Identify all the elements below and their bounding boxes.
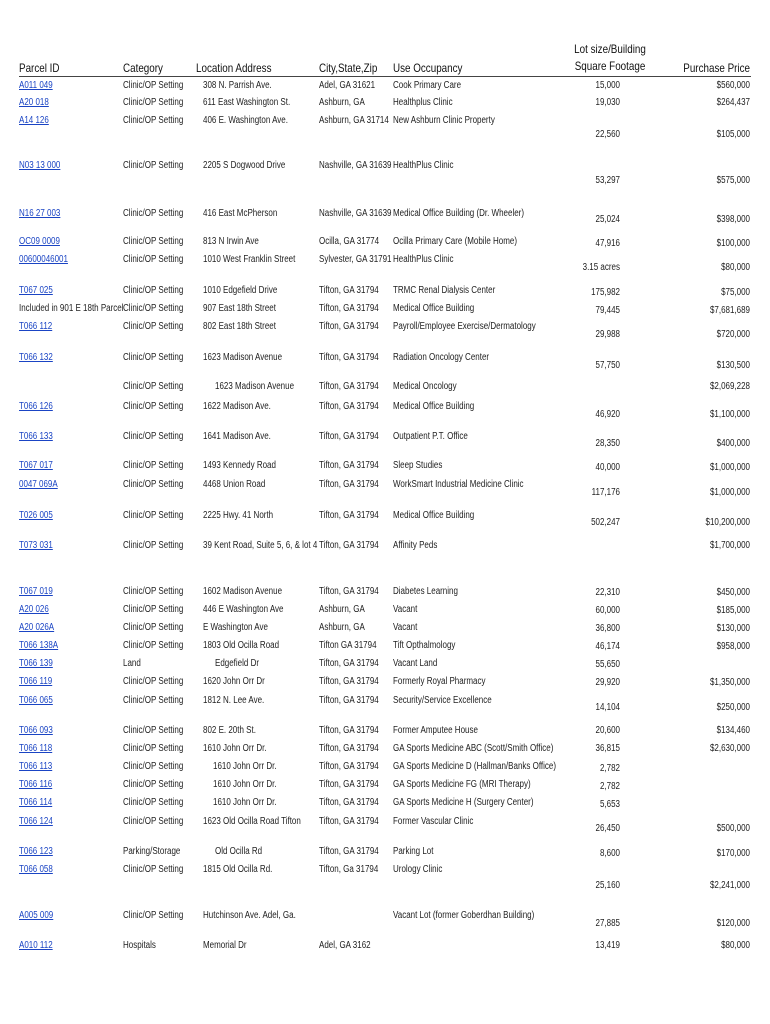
purchase-price-cell: $185,000 [716,605,750,616]
parcel-id-cell[interactable]: T066 133 [19,431,53,442]
address-cell: 907 East 18th Street [203,303,276,314]
parcel-id-cell[interactable]: N16 27 003 [19,208,61,219]
use-occupancy-cell: Vacant Land [393,658,438,669]
category-cell: Clinic/OP Setting [123,761,184,772]
address-cell: Memorial Dr [203,940,247,951]
city-cell: Tifton, GA 31794 [319,401,379,412]
square-footage-cell: 25,160 [595,880,620,891]
address-cell: Hutchinson Ave. Adel, Ga. [203,910,296,921]
use-occupancy-cell: Vacant [393,622,418,633]
use-occupancy-cell: Ocilla Primary Care (Mobile Home) [393,236,518,247]
city-cell: Tifton, GA 31794 [319,695,379,706]
parcel-id-cell[interactable]: T026 005 [19,510,53,521]
city-cell: Tifton, GA 31794 [319,743,379,754]
use-occupancy-cell: Affinity Peds [393,540,438,551]
address-cell: 416 East McPherson [203,208,278,219]
parcel-id-cell[interactable]: T066 138A [19,640,59,651]
category-cell: Clinic/OP Setting [123,586,184,597]
header-category: Category [123,61,163,75]
address-cell: 1010 Edgefield Drive [203,285,278,296]
category-cell: Clinic/OP Setting [123,401,184,412]
address-cell: 2205 S Dogwood Drive [203,160,286,171]
category-cell: Clinic/OP Setting [123,864,184,875]
square-footage-cell: 40,000 [595,462,620,473]
purchase-price-cell: $10,200,000 [705,517,750,528]
address-cell: 1815 Old Ocilla Rd. [203,864,273,875]
purchase-price-cell: $1,000,000 [709,462,750,473]
purchase-price-cell: $958,000 [716,641,750,652]
category-cell: Clinic/OP Setting [123,254,184,265]
square-footage-cell: 22,310 [595,587,620,598]
square-footage-cell: 5,653 [599,799,620,810]
header-use-occupancy: Use Occupancy [393,61,463,75]
city-cell: Tifton, GA 31794 [319,479,379,490]
square-footage-cell: 55,650 [595,659,620,670]
category-cell: Clinic/OP Setting [123,779,184,790]
address-cell: 1493 Kennedy Road [203,460,276,471]
use-occupancy-cell: HealthPlus Clinic [393,254,454,265]
category-cell: Clinic/OP Setting [123,160,184,171]
purchase-price-cell: $1,350,000 [709,677,750,688]
square-footage-cell: 53,297 [595,175,620,186]
purchase-price-cell: $398,000 [716,214,750,225]
address-cell: 1610 John Orr Dr. [213,761,277,772]
city-cell: Ocilla, GA 31774 [319,236,380,247]
category-cell: Clinic/OP Setting [123,816,184,827]
square-footage-cell: 14,104 [595,702,620,713]
address-cell: 1010 West Franklin Street [203,254,296,265]
purchase-price-cell: $170,000 [716,848,750,859]
address-cell: 1803 Old Ocilla Road [203,640,280,651]
square-footage-cell: 47,916 [595,238,620,249]
parcel-id-cell[interactable]: T066 124 [19,816,53,827]
use-occupancy-cell: Vacant [393,604,418,615]
city-cell: Ashburn, GA [319,97,365,108]
category-cell: Land [123,658,141,669]
parcel-id-cell[interactable]: T066 118 [19,743,53,754]
square-footage-cell: 2,782 [599,763,620,774]
use-occupancy-cell: WorkSmart Industrial Medicine Clinic [393,479,524,490]
purchase-price-cell: $130,500 [716,360,750,371]
purchase-price-cell: $80,000 [721,940,750,951]
city-cell: Tifton, GA 31794 [319,460,379,471]
city-cell: Tifton, Ga 31794 [319,864,379,875]
use-occupancy-cell: Payroll/Employee Exercise/Dermatology [393,321,536,332]
address-cell: Edgefield Dr [215,658,260,669]
square-footage-cell: 27,885 [595,918,620,929]
square-footage-cell: 502,247 [591,517,620,528]
purchase-price-cell: $130,000 [716,623,750,634]
city-cell: Nashville, GA 31639 [319,208,392,219]
address-cell: 802 East 18th Street [203,321,276,332]
category-cell: Clinic/OP Setting [123,725,184,736]
address-cell: 446 E Washington Ave [203,604,284,615]
use-occupancy-cell: Outpatient P.T. Office [393,431,468,442]
purchase-price-cell: $2,630,000 [709,743,750,754]
parcel-id-cell[interactable]: T066 112 [19,321,53,332]
parcel-id-cell[interactable]: T066 123 [19,846,53,857]
city-cell: Tifton, GA 31794 [319,846,379,857]
use-occupancy-cell: GA Sports Medicine FG (MRI Therapy) [393,779,531,790]
city-cell: Tifton, GA 31794 [319,352,379,363]
category-cell: Clinic/OP Setting [123,540,184,551]
parcel-id-cell[interactable]: T066 065 [19,695,53,706]
use-occupancy-cell: Security/Service Excellence [393,695,492,706]
use-occupancy-cell: Formerly Royal Pharmacy [393,676,486,687]
city-cell: Tifton, GA 31794 [319,431,379,442]
address-cell: 2225 Hwy. 41 North [203,510,274,521]
address-cell: 802 E. 20th St. [203,725,256,736]
header-purchase-price: Purchase Price [683,61,750,75]
address-cell: 1620 John Orr Dr [203,676,265,687]
purchase-price-cell: $134,460 [716,725,750,736]
purchase-price-cell: $500,000 [716,823,750,834]
purchase-price-cell: $450,000 [716,587,750,598]
purchase-price-cell: $2,241,000 [709,880,750,891]
parcel-id-cell[interactable]: T066 119 [19,676,53,687]
square-footage-cell: 117,176 [591,487,620,498]
city-cell: Tifton, GA 31794 [319,658,379,669]
category-cell: Clinic/OP Setting [123,236,184,247]
use-occupancy-cell: Urology Clinic [393,864,443,875]
use-occupancy-cell: Tift Opthalmology [393,640,456,651]
category-cell: Clinic/OP Setting [123,743,184,754]
parcel-id-cell[interactable]: T066 139 [19,658,53,669]
city-cell: Tifton, GA 31794 [319,510,379,521]
city-cell: Ashburn, GA [319,622,365,633]
city-cell: Tifton, GA 31794 [319,381,379,392]
parcel-id-cell[interactable]: T066 093 [19,725,53,736]
header-city-state-zip: City,State,Zip [319,61,378,75]
square-footage-cell: 36,815 [595,743,620,754]
address-cell: 39 Kent Road, Suite 5, 6, & lot 4 [203,540,318,551]
category-cell: Clinic/OP Setting [123,460,184,471]
address-cell: 1812 N. Lee Ave. [203,695,265,706]
city-cell: Tifton, GA 31794 [319,676,379,687]
parcel-id-cell[interactable]: 0047 069A [19,479,58,490]
address-cell: 1623 Madison Avenue [203,352,283,363]
category-cell: Clinic/OP Setting [123,910,184,921]
parcel-id-cell[interactable]: A010 112 [19,940,53,951]
category-cell: Clinic/OP Setting [123,208,184,219]
use-occupancy-cell: Healthplus Clinic [393,97,453,108]
category-cell: Clinic/OP Setting [123,352,184,363]
parcel-id-cell[interactable]: A14 126 [19,115,49,126]
parcel-id-cell[interactable]: T066 058 [19,864,53,875]
address-cell: 406 E. Washington Ave. [203,115,288,126]
city-cell: Sylvester, GA 31791 [319,254,392,265]
category-cell: Clinic/OP Setting [123,604,184,615]
address-cell: 1610 John Orr Dr. [213,797,277,808]
parcel-id-cell[interactable]: A005 009 [19,910,54,921]
parcel-id-cell[interactable]: T066 132 [19,352,53,363]
parcel-id-cell[interactable]: T066 126 [19,401,53,412]
use-occupancy-cell: New Ashburn Clinic Property [393,115,495,126]
parcel-id-cell[interactable]: A20 026 [19,604,49,615]
purchase-price-cell: $120,000 [716,918,750,929]
use-occupancy-cell: Cook Primary Care [393,80,462,91]
category-cell: Clinic/OP Setting [123,695,184,706]
purchase-price-cell: $75,000 [721,287,750,298]
address-cell: 1610 John Orr Dr. [203,743,267,754]
use-occupancy-cell: Sleep Studies [393,460,443,471]
use-occupancy-cell: Former Vascular Clinic [393,816,474,827]
purchase-price-cell: $575,000 [716,175,750,186]
category-cell: Clinic/OP Setting [123,80,184,91]
use-occupancy-cell: GA Sports Medicine D (Hallman/Banks Office) [393,761,557,772]
square-footage-cell: 175,982 [591,287,620,298]
square-footage-cell: 46,920 [595,409,620,420]
square-footage-cell: 79,445 [595,305,620,316]
address-cell: Old Ocilla Rd [215,846,263,857]
parcel-id-cell[interactable]: A20 026A [19,622,55,633]
square-footage-cell: 22,560 [595,129,620,140]
category-cell: Parking/Storage [123,846,181,857]
category-cell: Clinic/OP Setting [123,115,184,126]
header-lot-size-line2: Square Footage [574,59,646,73]
category-cell: Clinic/OP Setting [123,381,184,392]
category-cell: Clinic/OP Setting [123,797,184,808]
category-cell: Clinic/OP Setting [123,431,184,442]
use-occupancy-cell: GA Sports Medicine ABC (Scott/Smith Office) [393,743,554,754]
use-occupancy-cell: TRMC Renal Dialysis Center [393,285,496,296]
use-occupancy-cell: Vacant Lot (former Goberdhan Building) [393,910,535,921]
city-cell: Tifton, GA 31794 [319,725,379,736]
header-underline [19,76,751,77]
use-occupancy-cell: Medical Office Building [393,303,475,314]
city-cell: Tifton, GA 31794 [319,540,379,551]
category-cell: Clinic/OP Setting [123,97,184,108]
square-footage-cell: 8,600 [599,848,620,859]
city-cell: Tifton, GA 31794 [319,303,379,314]
purchase-price-cell: $7,681,689 [709,305,750,316]
use-occupancy-cell: Medical Office Building [393,401,475,412]
city-cell: Adel, GA 31621 [319,80,376,91]
category-cell: Clinic/OP Setting [123,510,184,521]
use-occupancy-cell: GA Sports Medicine H (Surgery Center) [393,797,534,808]
category-cell: Clinic/OP Setting [123,321,184,332]
use-occupancy-cell: Radiation Oncology Center [393,352,490,363]
parcel-id-cell[interactable]: T067 017 [19,460,53,471]
purchase-price-cell: $105,000 [716,129,750,140]
purchase-price-cell: $250,000 [716,702,750,713]
square-footage-cell: 3.15 acres [582,262,620,273]
square-footage-cell: 60,000 [595,605,620,616]
city-cell: Tifton GA 31794 [319,640,377,651]
purchase-price-cell: $400,000 [716,438,750,449]
address-cell: 611 East Washington St. [203,97,291,108]
address-cell: 1623 Madison Avenue [215,381,295,392]
purchase-price-cell: $2,069,228 [709,381,750,392]
square-footage-cell: 13,419 [595,940,620,951]
purchase-price-cell: $100,000 [716,238,750,249]
purchase-price-cell: $264,437 [716,97,750,108]
square-footage-cell: 46,174 [595,641,620,652]
address-cell: 1623 Old Ocilla Road Tifton [203,816,301,827]
purchase-price-cell: $1,000,000 [709,487,750,498]
purchase-price-cell: $1,700,000 [709,540,750,551]
square-footage-cell: 15,000 [595,80,620,91]
use-occupancy-cell: Diabetes Learning [393,586,458,597]
use-occupancy-cell: Medical Oncology [393,381,457,392]
parcel-id-cell[interactable]: T066 116 [19,779,53,790]
parcel-id-cell[interactable]: A011 049 [19,80,53,91]
purchase-price-cell: $720,000 [716,329,750,340]
use-occupancy-cell: HealthPlus Clinic [393,160,454,171]
category-cell: Clinic/OP Setting [123,479,184,490]
use-occupancy-cell: Medical Office Building [393,510,475,521]
header-location-address: Location Address [196,61,272,75]
city-cell: Tifton, GA 31794 [319,779,379,790]
city-cell: Tifton, GA 31794 [319,321,379,332]
use-occupancy-cell: Medical Office Building (Dr. Wheeler) [393,208,525,219]
city-cell: Ashburn, GA [319,604,365,615]
square-footage-cell: 20,600 [595,725,620,736]
category-cell: Clinic/OP Setting [123,622,184,633]
city-cell: Tifton, GA 31794 [319,797,379,808]
category-cell: Hospitals [123,940,156,951]
city-cell: Tifton, GA 31794 [319,816,379,827]
city-cell: Nashville, GA 31639 [319,160,392,171]
city-cell: Adel, GA 3162 [319,940,371,951]
header-lot-size-line1: Lot size/Building [574,42,646,56]
purchase-price-cell: $560,000 [716,80,750,91]
address-cell: 4468 Union Road [203,479,266,490]
square-footage-cell: 57,750 [595,360,620,371]
address-cell: 813 N Irwin Ave [203,236,259,247]
parcel-id-cell[interactable]: T066 114 [19,797,53,808]
purchase-price-cell: $1,100,000 [709,409,750,420]
city-cell: Ashburn, GA 31714 [319,115,389,126]
square-footage-cell: 36,800 [595,623,620,634]
parcel-id-cell[interactable]: T067 025 [19,285,53,296]
parcel-id-cell[interactable]: OC09 0009 [19,236,60,247]
parcel-id-cell[interactable]: T073 031 [19,540,53,551]
city-cell: Tifton, GA 31794 [319,586,379,597]
purchase-price-cell: $80,000 [721,262,750,273]
square-footage-cell: 25,024 [595,214,620,225]
address-cell: 308 N. Parrish Ave. [203,80,272,91]
address-cell: 1641 Madison Ave. [203,431,271,442]
square-footage-cell: 2,782 [599,781,620,792]
parcel-id-cell[interactable]: T067 019 [19,586,53,597]
parcel-id-cell: Included in 901 E 18th Parcel [19,303,124,314]
use-occupancy-cell: Former Amputee House [393,725,478,736]
header-parcel-id: Parcel ID [19,61,60,75]
address-cell: 1610 John Orr Dr. [213,779,277,790]
city-cell: Tifton, GA 31794 [319,761,379,772]
square-footage-cell: 19,030 [595,97,620,108]
category-cell: Clinic/OP Setting [123,285,184,296]
category-cell: Clinic/OP Setting [123,640,184,651]
square-footage-cell: 28,350 [595,438,620,449]
address-cell: E Washington Ave [203,622,268,633]
address-cell: 1602 Madison Avenue [203,586,283,597]
parcel-id-cell[interactable]: T066 113 [19,761,53,772]
category-cell: Clinic/OP Setting [123,303,184,314]
parcel-id-cell[interactable]: 00600046001 [19,254,68,265]
use-occupancy-cell: Parking Lot [393,846,434,857]
parcel-id-cell[interactable]: A20 018 [19,97,49,108]
parcel-id-cell[interactable]: N03 13 000 [19,160,61,171]
square-footage-cell: 29,988 [595,329,620,340]
square-footage-cell: 29,920 [595,677,620,688]
address-cell: 1622 Madison Ave. [203,401,271,412]
category-cell: Clinic/OP Setting [123,676,184,687]
square-footage-cell: 26,450 [595,823,620,834]
city-cell: Tifton, GA 31794 [319,285,379,296]
